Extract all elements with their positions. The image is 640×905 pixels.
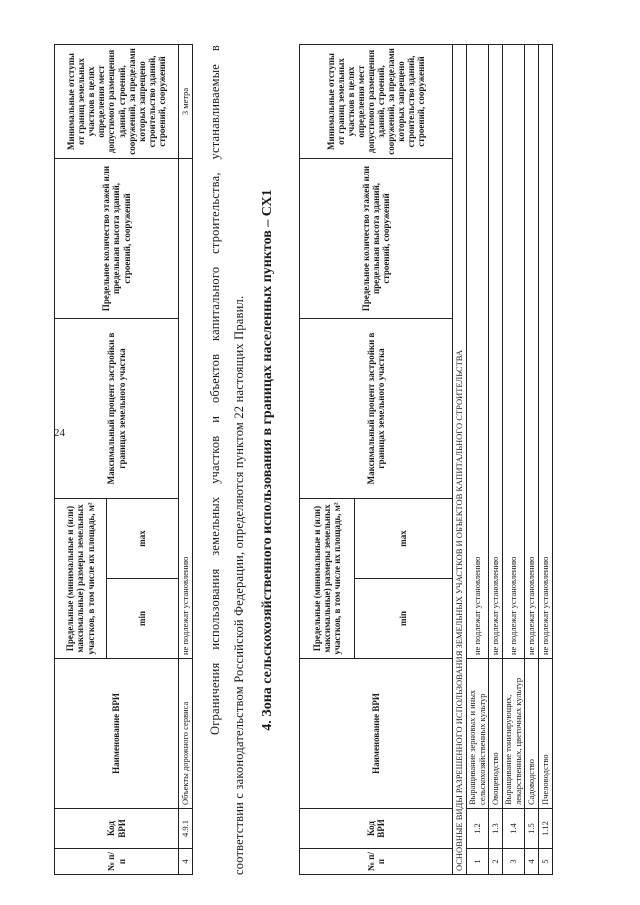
- cell-code: 4.9.1: [179, 809, 193, 849]
- cell-limits: не подлежат установлению: [539, 44, 553, 658]
- cell-no: 3: [503, 849, 525, 875]
- cell-limits: не подлежат установлению: [179, 158, 193, 658]
- col-header-max-percent: Максимальный процент застройки в границах земельного участка: [55, 318, 179, 498]
- cell-no: 2: [489, 849, 503, 875]
- col-header-name: Наименование ВРИ: [300, 659, 453, 809]
- col-header-size-limits: Предельные (минимальные и (или) максимальные) размеры земельных участков, в том числе их площадь, м²: [55, 498, 107, 658]
- cell-name: Овощеводство: [489, 659, 503, 809]
- col-header-max: max: [355, 498, 453, 578]
- col-header-size-limits: Предельные (минимальные и (или) максимальные) размеры земельных участков, в том числе их площадь, м²: [300, 498, 355, 658]
- cell-name: Выращивание зерновых и иных сельскохозяйственных культур: [467, 659, 489, 809]
- table-row: [539, 44, 553, 874]
- cell-name: Выращивание тонизирующих, лекарственных, цветочных культур: [503, 659, 525, 809]
- col-header-max: max: [107, 498, 179, 578]
- cell-setback: 3 метра: [179, 44, 193, 158]
- section-row: [453, 44, 467, 874]
- col-header-setbacks: Минимальные отступы от границ земельных участков в целях определения мест допустимого размещения зданий, строений, сооружений, за пределами которых запрещено строительство зданий, строений, сооружений: [300, 44, 453, 158]
- restrictions-text-line2: соответствии с законодательством Российской Федерации, определяются пунктом 22 настоящих Правил.: [232, 295, 246, 875]
- table-row: [179, 44, 193, 874]
- section-title: ОСНОВНЫЕ ВИДЫ РАЗРЕШЕННОГО ИСПОЛЬЗОВАНИЯ ЗЕМЕЛЬНЫХ УЧАСТКОВ И ОБЪЕКТОВ КАПИТАЛЬНОГО СТРОИТЕЛЬСТВА: [453, 44, 467, 874]
- restrictions-text-line1: Ограничения использования земельных участков и объектов капитального строительства, устанавливаемые в: [208, 45, 222, 735]
- cell-limits: не подлежат установлению: [489, 44, 503, 658]
- cell-limits: не подлежат установлению: [467, 44, 489, 658]
- col-header-code: Код ВРИ: [55, 809, 179, 849]
- cell-name: Садоводство: [525, 659, 539, 809]
- cell-code: 1.3: [489, 809, 503, 849]
- rotated-page-content: [54, 37, 594, 875]
- zone-sx1-table: [299, 44, 553, 875]
- zone-heading: 4. Зона сельскохозяйственного использования в границах населенных пунктов – СХ1: [260, 189, 275, 731]
- col-header-no: № п/п: [55, 849, 179, 875]
- col-header-code: Код ВРИ: [300, 809, 453, 849]
- table-continuation: [54, 44, 193, 875]
- cell-name: Пчеловодство: [539, 659, 553, 809]
- col-header-floors: Предельное количество этажей или предельная высота зданий, строений, сооружений: [300, 158, 453, 318]
- cell-no: 4: [179, 849, 193, 875]
- cell-no: 5: [539, 849, 553, 875]
- cell-no: 4: [525, 849, 539, 875]
- col-header-max-percent: Максимальный процент застройки в границах земельного участка: [300, 318, 453, 498]
- cell-code: 1.4: [503, 809, 525, 849]
- col-header-min: min: [355, 579, 453, 659]
- col-header-floors: Предельное количество этажей или предельная высота зданий, строений, сооружений: [55, 158, 179, 318]
- cell-code: 1.12: [539, 809, 553, 849]
- table-row: [503, 44, 525, 874]
- col-header-min: min: [107, 579, 179, 659]
- cell-code: 1.5: [525, 809, 539, 849]
- table-row: [467, 44, 489, 874]
- col-header-no: № п/п: [300, 849, 453, 875]
- table-row: [489, 44, 503, 874]
- col-header-name: Наименование ВРИ: [55, 659, 179, 809]
- cell-limits: не подлежат установлению: [503, 44, 525, 658]
- cell-name: Объекты дорожного сервиса: [179, 659, 193, 809]
- table-row: [525, 44, 539, 874]
- page-number: 24: [54, 427, 65, 439]
- cell-code: 1.2: [467, 809, 489, 849]
- cell-no: 1: [467, 849, 489, 875]
- cell-limits: не подлежат установлению: [525, 44, 539, 658]
- col-header-setbacks: Минимальные отступы от границ земельных участков в целях определения мест допустимого размещения зданий, строений, сооружений, за пределами которых запрещено строительство зданий, строений, сооружений: [55, 44, 179, 158]
